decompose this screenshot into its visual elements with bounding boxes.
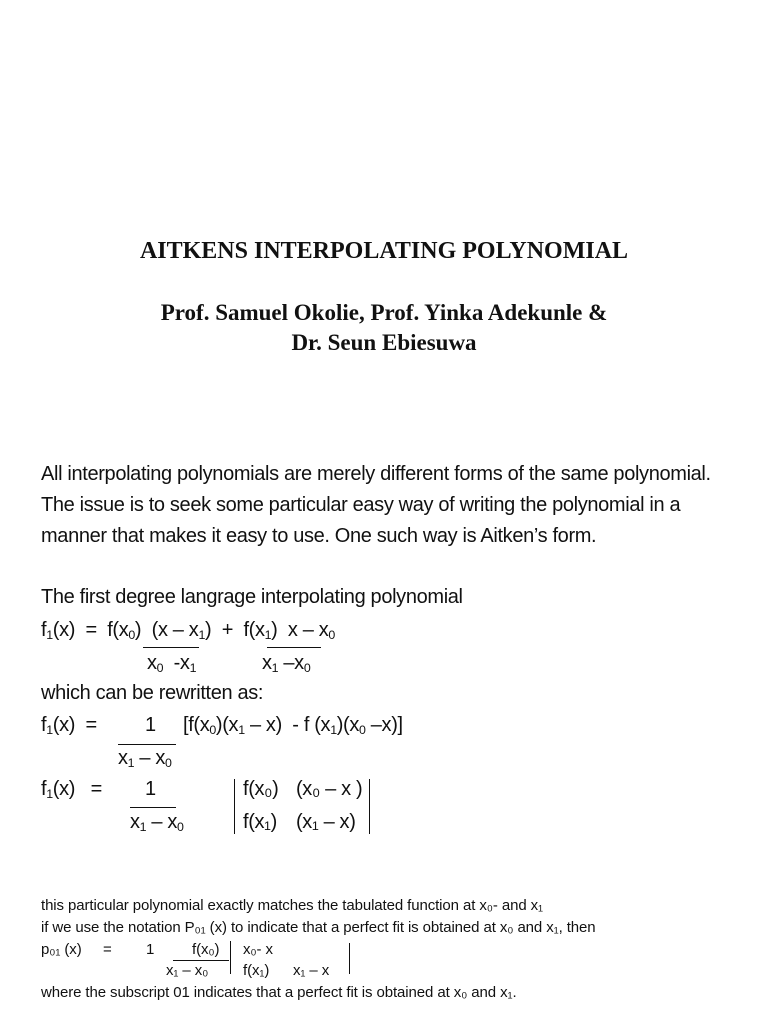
denominator-x0-minus-x1: $x_0$ $-x_1$ bbox=[147, 652, 197, 676]
page-title: AITKENS INTERPOLATING POLYNOMIAL bbox=[139, 238, 629, 264]
intro-paragraph: All interpolating polynomials are merely different forms of the same polynomial. The issue is to seek some particular easy way of writing the polynomial in a manner that makes it easy to use. One such way is Aitken’s form. bbox=[41, 463, 711, 547]
equation-rewritten-bracket: [$f(x_0)(x_1 - x)$ - f $(x_1)(x_0$ –x)] bbox=[183, 714, 403, 738]
equation-lagrange-first-degree: $f_1(x) = f(x_0)$ $(x - x_1) + f(x_1)$ x – $x_0$ bbox=[41, 619, 335, 643]
numerator-one: 1 bbox=[145, 714, 156, 736]
det-row2-col1: f(x₁) bbox=[243, 811, 277, 833]
authors-line-2: Dr. Seun Ebiesuwa bbox=[291, 330, 477, 355]
fraction-bar bbox=[267, 647, 321, 648]
p01-numerator: 1 bbox=[146, 941, 155, 958]
rewrite-label: which can be rewritten as: bbox=[41, 682, 264, 704]
det-row1-col1: f(x₀) bbox=[243, 778, 279, 800]
p01-det-x1-minus-x: x₁ – x bbox=[293, 962, 330, 979]
note-line-2: if we use the notation P₀₁ (x) to indicate that a perfect fit is obtained at x₀ and x₁, then bbox=[41, 919, 596, 936]
p01-det-x0-minus-x: x₀- x bbox=[243, 941, 273, 958]
p01-det-fx1: f(x₁) bbox=[243, 962, 270, 979]
equation-rewritten-lhs: $f_1(x)$ = bbox=[41, 714, 97, 738]
denominator-x1-minus-x0: $x_1 - x_0$ bbox=[130, 811, 184, 835]
fraction-bar bbox=[143, 647, 199, 648]
numerator-one: 1 bbox=[145, 778, 156, 800]
note-final-line: where the subscript 01 indicates that a perfect fit is obtained at x₀ and x₁. bbox=[41, 984, 517, 1001]
p01-denominator: x₁ – x₀ bbox=[166, 962, 209, 979]
authors bbox=[0, 298, 768, 358]
determinant-right-bar bbox=[349, 943, 350, 974]
equation-determinant-lhs: $f_1(x)$ = bbox=[41, 778, 102, 802]
p01-det-fx0: f(x₀) bbox=[192, 941, 220, 958]
fraction-bar bbox=[130, 807, 176, 808]
det-row1-col2: (x₀ – x ) bbox=[296, 778, 363, 800]
determinant-left-bar bbox=[234, 779, 235, 834]
determinant-right-bar bbox=[369, 779, 370, 834]
det-row2-col2: (x₁ – x) bbox=[296, 811, 356, 833]
authors-line-1: Prof. Samuel Okolie, Prof. Yinka Adekunle & bbox=[160, 300, 608, 325]
p01-label: p₀₁ (x) bbox=[41, 941, 82, 958]
note-line-1: this particular polynomial exactly matches the tabulated function at x₀- and x₁ bbox=[41, 897, 543, 914]
denominator-x1-minus-x0: $x_1 - x_0$ bbox=[118, 747, 172, 771]
fraction-bar bbox=[118, 744, 176, 745]
denominator-x1-minus-x0: $x_1$ $-x_0$ bbox=[262, 652, 311, 676]
determinant-left-bar bbox=[230, 941, 231, 974]
lagrange-heading: The first degree langrage interpolating polynomial bbox=[41, 586, 463, 608]
fraction-bar bbox=[173, 960, 229, 961]
p01-equals: = bbox=[103, 941, 112, 958]
